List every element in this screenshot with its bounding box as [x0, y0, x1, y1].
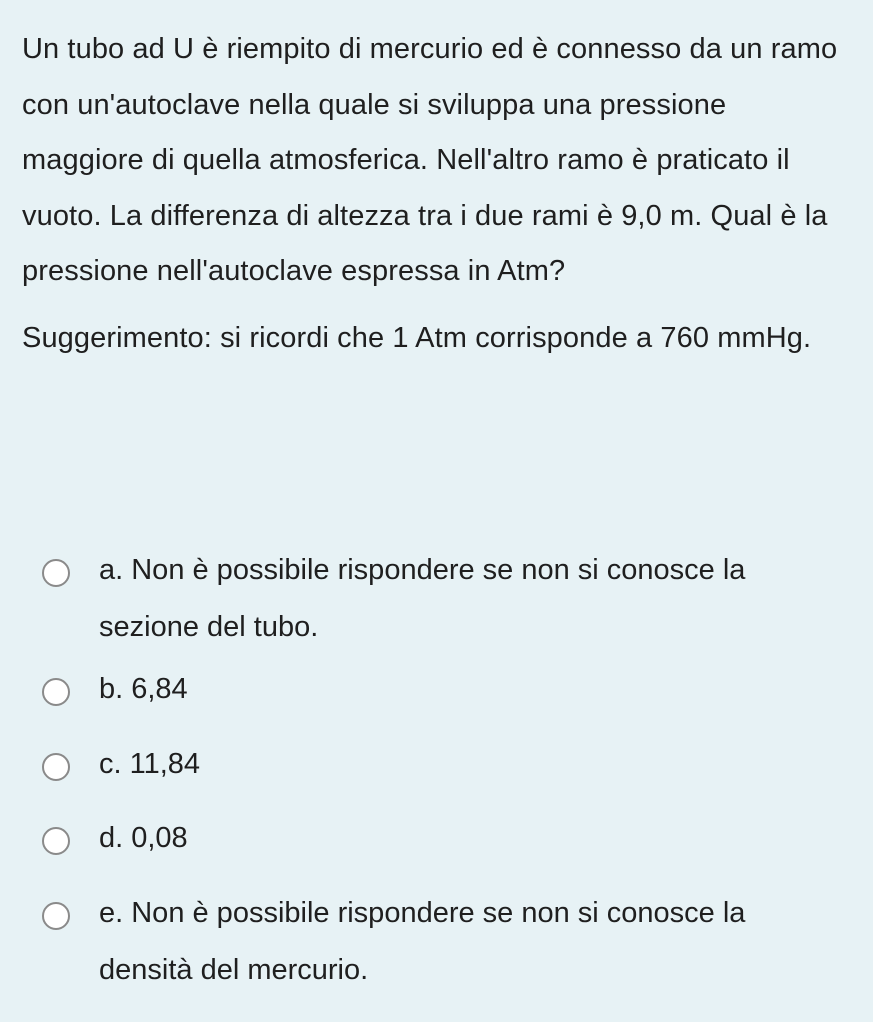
radio-button-c[interactable] [42, 753, 70, 781]
radio-button-a[interactable] [42, 559, 70, 587]
option-e[interactable] [42, 885, 842, 999]
option-a-label: a. Non è possibile rispondere se non si conosce la sezione del tubo. [99, 554, 746, 643]
option-d[interactable] [42, 810, 842, 867]
option-c-label: c. 11,84 [99, 748, 201, 780]
question-block [22, 22, 849, 366]
radio-button-e[interactable] [42, 902, 70, 930]
option-b-label: b. 6,84 [99, 673, 188, 705]
option-d-label: d. 0,08 [99, 822, 188, 854]
option-b[interactable] [42, 661, 842, 718]
radio-button-b[interactable] [42, 678, 70, 706]
option-e-label: e. Non è possibile rispondere se non si conosce la densità del mercurio. [99, 897, 746, 986]
question-hint: Suggerimento: si ricordi che 1 Atm corrisponde a 760 mmHg. [22, 321, 812, 354]
option-c[interactable] [42, 736, 842, 793]
question-text: Un tubo ad U è riempito di mercurio ed è connesso da un ramo con un'autoclave nella quale si sviluppa una pressione maggiore di quella atmosferica. Nell'altro ramo è praticato il vuoto. La differenza di altezza tra i due rami è 9,0 m. Qual è la pressione nell'autoclave espressa in Atm? [22, 33, 838, 287]
radio-button-d[interactable] [42, 827, 70, 855]
option-a[interactable] [42, 542, 842, 656]
